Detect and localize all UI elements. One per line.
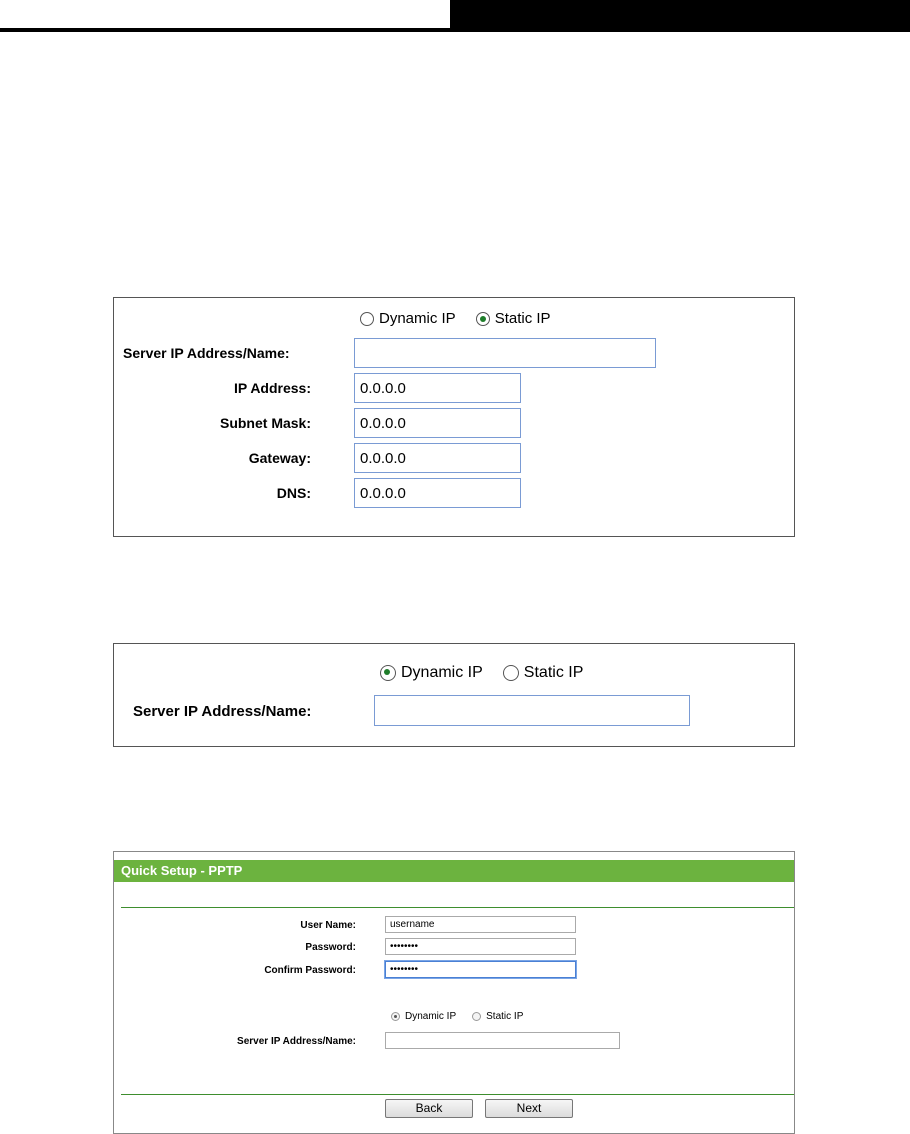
dynamic-ip-panel: [113, 643, 795, 747]
static-ip-radio[interactable]: [476, 312, 490, 326]
header-rule: [0, 28, 450, 32]
password-label: Password:: [305, 942, 356, 953]
subnet-mask-input[interactable]: [354, 408, 521, 438]
page-title: Quick Setup - PPTP: [114, 860, 794, 882]
dynamic-ip-radio-label: Dynamic IP: [401, 664, 483, 681]
static-ip-radio[interactable]: [472, 1012, 481, 1021]
static-ip-radio-label: Static IP: [494, 310, 551, 327]
static-ip-radio-label: Static IP: [486, 1011, 524, 1022]
static-ip-radio[interactable]: [503, 665, 519, 681]
username-input[interactable]: [385, 916, 576, 933]
ip-type-radio-group: [391, 1011, 523, 1022]
server-ip-label: Server IP Address/Name:: [133, 703, 312, 720]
back-button[interactable]: Back: [385, 1099, 473, 1118]
dynamic-ip-radio[interactable]: [380, 665, 396, 681]
dynamic-ip-radio[interactable]: [360, 312, 374, 326]
next-button[interactable]: Next: [485, 1099, 573, 1118]
subnet-mask-label: Subnet Mask:: [219, 415, 311, 431]
static-ip-radio-label: Static IP: [523, 664, 584, 681]
dynamic-ip-radio-label: Dynamic IP: [379, 310, 456, 327]
ip-address-label: IP Address:: [233, 380, 311, 396]
dynamic-ip-radio[interactable]: [391, 1012, 400, 1021]
gateway-label: Gateway:: [248, 450, 311, 466]
server-ip-input[interactable]: [385, 1032, 620, 1049]
server-ip-input[interactable]: [374, 695, 690, 726]
server-ip-label: Server IP Address/Name:: [123, 345, 290, 361]
password-input[interactable]: [385, 938, 576, 955]
header-bar: [450, 0, 910, 32]
quick-setup-pptp-panel: [113, 851, 795, 1134]
ip-type-radio-group: [360, 310, 571, 327]
dns-input[interactable]: [354, 478, 521, 508]
top-divider: [121, 907, 794, 908]
ip-address-input[interactable]: [354, 373, 521, 403]
dynamic-ip-radio-label: Dynamic IP: [405, 1011, 457, 1022]
confirm-password-input[interactable]: [385, 961, 576, 978]
confirm-password-label: Confirm Password:: [264, 965, 356, 976]
server-ip-input[interactable]: [354, 338, 656, 368]
static-ip-panel: [113, 297, 795, 537]
ip-type-radio-group: [380, 664, 603, 682]
username-label: User Name:: [300, 920, 356, 931]
server-ip-label: Server IP Address/Name:: [237, 1036, 356, 1047]
gateway-input[interactable]: [354, 443, 521, 473]
dns-label: DNS:: [276, 485, 311, 501]
bottom-divider: [121, 1094, 794, 1095]
